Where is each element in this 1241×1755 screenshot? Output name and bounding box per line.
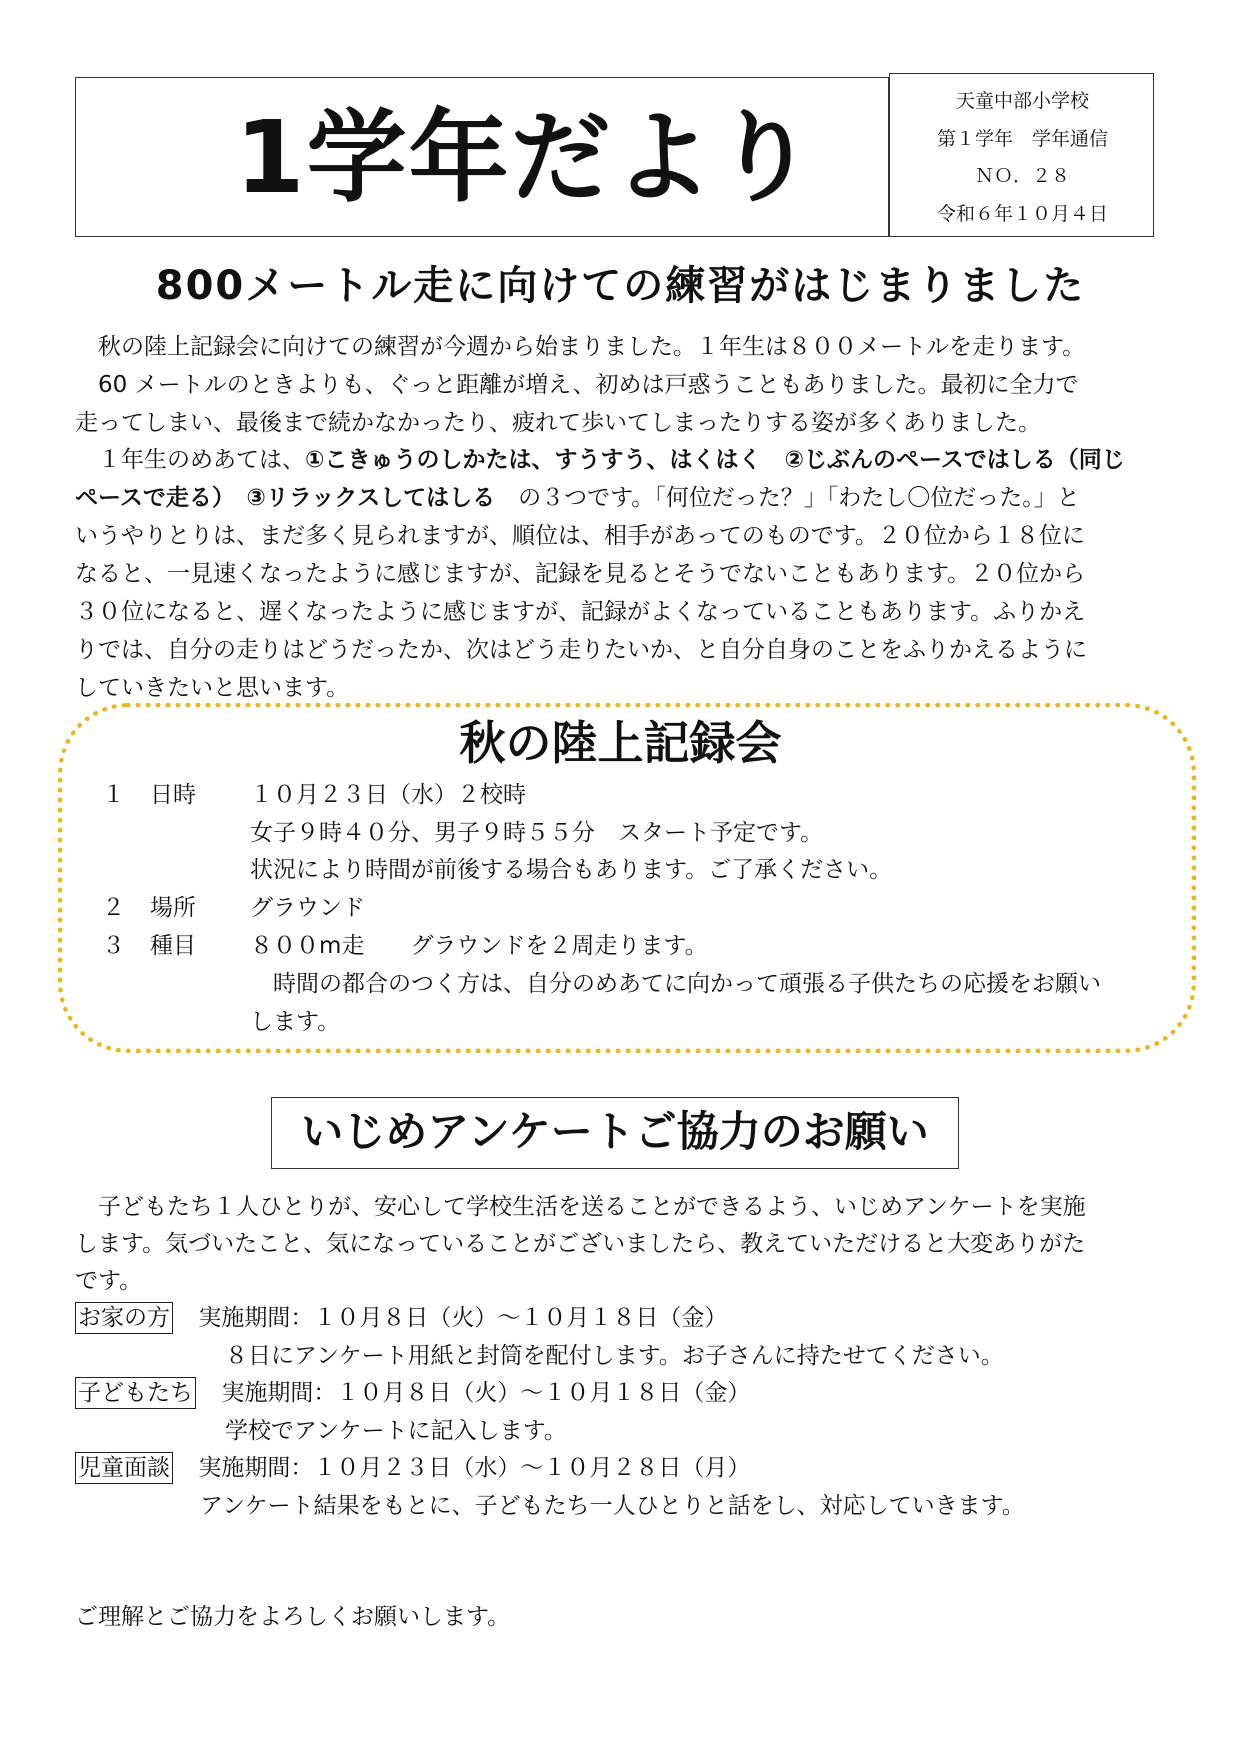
paragraph-line — [75, 481, 1080, 515]
survey-period: 実施期間：１０月８日（火）～１０月１８日（金） — [221, 1380, 751, 1406]
paragraph-line: りでは、自分の走りはどうだったか、次はどう走りたいか、と自分自身のことをふりかえるように — [75, 637, 1087, 663]
paragraph-line: 60 メートルのときよりも、ぐっと距離が増え、初めは戸惑うこともありました。最初に全力で — [75, 372, 1079, 398]
goal-list: ①こきゅうのしかたは、すうすう、はくはく ②じぶんのペースではしる（同じ — [305, 447, 1125, 473]
issue-info-box — [889, 73, 1154, 237]
paragraph-line — [75, 443, 1125, 477]
event-time-note: 女子９時４０分、男子９時５５分 スタート予定です。 — [250, 820, 824, 846]
survey-row — [75, 1451, 750, 1485]
survey-row — [75, 1376, 750, 1410]
audience-tag: 児童面談 — [75, 1452, 173, 1484]
event-item-label: 場所 — [150, 895, 196, 921]
event-item-label: 種目 — [150, 933, 196, 959]
event-time-note: 状況により時間が前後する場合もあります。ご了承ください。 — [250, 857, 893, 883]
survey-intro-line: です。 — [75, 1268, 143, 1294]
survey-intro-line: します。気づいたこと、気になっていることがございましたら、教えていただけると大変ありがた — [75, 1231, 1086, 1257]
paragraph-line: 走ってしまい、最後まで続かなかったり、疲れて歩いてしまったりする姿が多くありました。 — [75, 410, 1041, 436]
issue-number: ＮＯ．２８ — [974, 165, 1070, 187]
audience-tag: お家の方 — [75, 1302, 173, 1334]
goal-intro: １年生のめあては、 — [75, 447, 305, 473]
event-item-text: ８００m走 グラウンドを２周走ります。 — [250, 933, 708, 959]
school-name: 天童中部小学校 — [955, 90, 1089, 112]
survey-row — [75, 1301, 727, 1335]
survey-period: 実施期間：１０月８日（火）～１０月１８日（金） — [198, 1305, 728, 1331]
paragraph-line: いうやりとりは、まだ多く見られますが、順位は、相手があってのものです。２０位から１８位に — [75, 523, 1085, 549]
event-item-num: ２ — [102, 895, 125, 921]
newsletter-title: 1学年だより — [235, 99, 817, 216]
event-closing: します。 — [250, 1009, 341, 1035]
event-item-num: １ — [102, 782, 125, 808]
goal-list-cont: ペースで走る） ③リラックスしてはしる — [75, 485, 496, 511]
goal-summary: の３つです。「何位だった？」「わたし〇位だった。」と — [495, 485, 1080, 511]
audience-tag: 子どもたち — [75, 1377, 196, 1409]
survey-note: 学校でアンケートに記入します。 — [225, 1418, 567, 1444]
survey-period: 実施期間：１０月２３日（水）～１０月２８日（月） — [198, 1455, 751, 1481]
closing-remark: ご理解とご協力をよろしくお願いします。 — [75, 1604, 511, 1630]
event-item-text: １０月２３日（水）２校時 — [250, 782, 526, 808]
paragraph-line: 秋の陸上記録会に向けての練習が今週から始まりました。１年生は８００メートルを走ります。 — [75, 334, 1086, 360]
event-title: 秋の陸上記録会 — [459, 716, 782, 770]
article-headline: 800メートル走に向けての練習がはじまりました — [155, 263, 1086, 309]
paragraph-line: なると、一見速くなったように感じますが、記録を見るとそうでないこともあります。２０位から — [75, 561, 1086, 587]
grade-label: 第１学年 学年通信 — [936, 128, 1108, 150]
paragraph-line: ３０位になると、遅くなったように感じますが、記録がよくなっていることもあります。ふりかえ — [75, 599, 1086, 625]
survey-intro-line: 子どもたち１人ひとりが、安心して学校生活を送ることができるよう、いじめアンケートを実施 — [75, 1194, 1086, 1220]
event-item-label: 日時 — [150, 782, 196, 808]
survey-title: いじめアンケートご協力のお願い — [301, 1107, 929, 1156]
event-closing: 時間の都合のつく方は、自分のめあてに向かって頑張る子供たちの応援をお願い — [250, 971, 1101, 997]
survey-note: ８日にアンケート用紙と封筒を配付します。お子さんに持たせてください。 — [225, 1343, 1004, 1369]
event-item-text: グラウンド — [250, 895, 365, 921]
event-item-num: ３ — [102, 933, 125, 959]
issue-date: 令和６年１０月４日 — [936, 203, 1108, 225]
paragraph-line: していきたいと思います。 — [75, 675, 350, 701]
survey-note: アンケート結果をもとに、子どもたち一人ひとりと話をし、対応していきます。 — [200, 1493, 1025, 1519]
